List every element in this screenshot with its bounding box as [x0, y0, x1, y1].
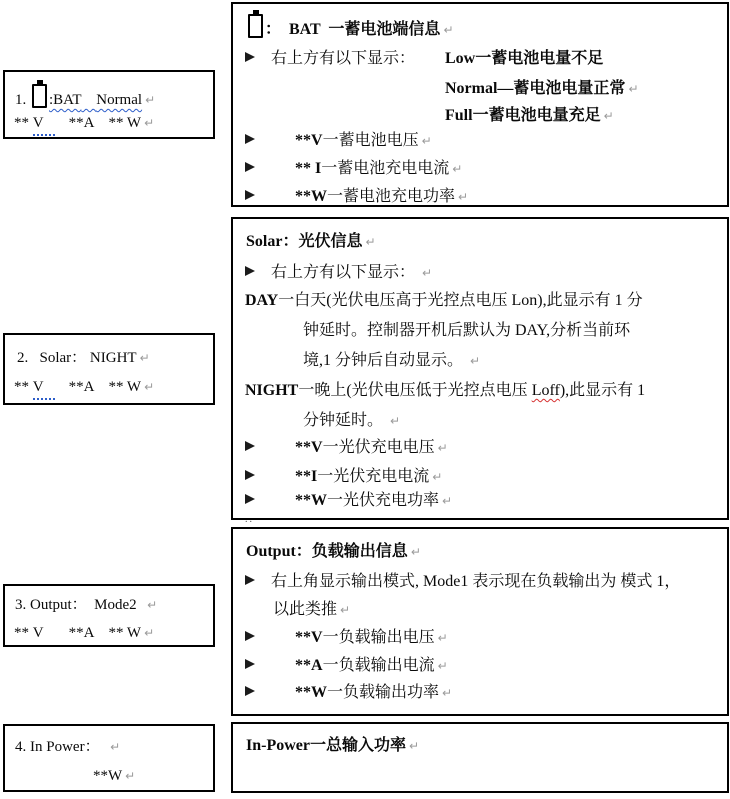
return-mark: ↵: [443, 23, 454, 37]
lcd-bat-line2: [14, 113, 154, 136]
output-title-text: Output：负载输出信息: [246, 543, 408, 560]
lcd-inpower-line2: [93, 766, 135, 787]
day-text3: 境,1 分钟后自动显示。: [303, 352, 464, 369]
bat-info-box: [231, 2, 729, 207]
output-mode-value: Mode2: [94, 597, 137, 613]
arrow-bullet-icon: [245, 266, 255, 276]
arrow-bullet-icon: [245, 631, 255, 641]
intro-text: 右上方有以下显示：: [271, 264, 416, 281]
solar-night-line2: [303, 410, 400, 432]
watt-value: ** W: [108, 625, 142, 641]
power-desc: 一光伏充电功率: [327, 492, 440, 509]
watt-value: ** W: [108, 115, 142, 131]
bat-voltage-item: [245, 130, 432, 152]
solar-day-line2: [303, 320, 630, 341]
bat-status-value: Normal: [96, 92, 143, 108]
day-text2: 钟延时。控制器开机后默认为 DAY,分析当前环: [303, 322, 631, 339]
amp-desc: 一负载输出电流: [322, 657, 435, 674]
battery-icon: [248, 14, 263, 38]
return-mark: ↵: [409, 739, 420, 753]
day-text1: 一白天(光伏电压高于光控点电压 Lon),此显示有 1 分: [278, 292, 643, 309]
return-mark: ↵: [437, 441, 448, 455]
arrow-bullet-icon: [245, 190, 255, 200]
return-mark: ↵: [628, 82, 639, 96]
return-mark: ↵: [458, 190, 469, 204]
return-mark: ↵: [125, 769, 136, 783]
lcd-output-line2: [14, 623, 154, 644]
lcd-example-bat-box: [3, 70, 215, 139]
watt-value: **W: [93, 768, 123, 784]
amp-value: **A: [68, 379, 95, 395]
lcd-example-solar-box: [3, 333, 215, 405]
volt-char: V: [33, 113, 55, 136]
night-text-post: ),此显示有 1: [559, 382, 646, 399]
volt-desc: 一光伏充电电压: [322, 439, 435, 456]
return-mark: ↵: [365, 235, 376, 249]
output-mode-line2: [273, 599, 350, 621]
lcd-output-line1: [15, 595, 157, 616]
volt-prefix: **: [14, 115, 33, 131]
solar-status-value: NIGHT: [89, 350, 137, 366]
full-text: Full一蓄电池电量充足: [445, 107, 601, 124]
arrow-bullet-icon: [245, 441, 255, 451]
current-desc: 一光伏充电电流: [317, 468, 430, 485]
inpower-label: In Power：: [30, 739, 100, 755]
arrow-bullet-icon: [245, 52, 255, 62]
bat-display-intro: [245, 48, 415, 69]
normal-text: Normal—蓄电池电量正常: [445, 80, 626, 97]
bat-current-item: [245, 158, 462, 180]
return-mark: ↵: [437, 631, 448, 645]
amp-key: **A: [295, 657, 323, 674]
volt-desc: 一蓄电池电压: [322, 132, 419, 149]
spellcheck-wavy-text: [49, 92, 142, 108]
arrow-bullet-icon: [245, 470, 255, 480]
lcd-bat-line1: [15, 84, 155, 111]
output-mode-line1: [245, 571, 680, 592]
watt-value: ** W: [108, 379, 142, 395]
power-desc: 一负载输出功率: [327, 684, 440, 701]
solar-night-line1: [245, 380, 645, 401]
output-label: Output：: [30, 597, 87, 613]
inpower-info-box: [231, 722, 729, 793]
return-mark: ↵: [432, 470, 443, 484]
solar-day-line1: [245, 290, 643, 311]
solar-display-intro: [245, 262, 432, 284]
amp-value: **A: [68, 115, 95, 131]
arrow-bullet-icon: [245, 494, 255, 504]
inpower-title-text: In-Power一总输入功率: [246, 737, 406, 754]
volt-char: V: [33, 377, 55, 400]
solar-voltage-item: [245, 437, 448, 459]
inpower-info-title: [246, 735, 419, 757]
item-number: 3.: [15, 597, 27, 613]
low-text: Low一蓄电池电量不足: [445, 50, 604, 67]
bat-title-text: ： BAT 一蓄电池端信息: [265, 21, 441, 38]
lcd-example-inpower-box: [3, 724, 215, 792]
spellcheck-red-text: Loff: [531, 382, 560, 399]
solar-power-item: [245, 490, 452, 512]
bat-normal-line: [445, 78, 639, 100]
item-number: 2.: [17, 350, 29, 366]
bat-low-line: [445, 48, 603, 69]
volt-prefix: **: [14, 625, 33, 641]
power-key: **W: [295, 684, 327, 701]
return-mark: ↵: [144, 380, 155, 394]
night-key: NIGHT: [245, 382, 299, 399]
volt-prefix: **: [14, 379, 33, 395]
return-mark: ↵: [442, 494, 453, 508]
return-mark: ↵: [437, 659, 448, 673]
lcd-solar-line2: [14, 377, 154, 400]
return-mark: ↵: [145, 93, 156, 107]
stray-dots-text: ..: [245, 514, 254, 525]
return-mark: ↵: [139, 351, 150, 365]
item-number: 1.: [15, 92, 27, 108]
item-number: 4.: [15, 739, 27, 755]
return-mark: ↵: [390, 414, 401, 428]
solar-info-box: [231, 217, 729, 525]
output-info-box: [231, 527, 729, 716]
return-mark: ↵: [147, 598, 158, 612]
lcd-solar-line1: [17, 348, 150, 369]
solar-title-text: Solar：光伏信息: [246, 233, 363, 250]
intro-text: 右上方有以下显示：: [271, 50, 416, 67]
return-mark: ↵: [144, 626, 155, 640]
lcd-example-output-box: [3, 584, 215, 647]
output-power-item: [245, 682, 452, 704]
solar-info-title: [246, 231, 376, 253]
power-desc: 一蓄电池充电功率: [327, 188, 456, 205]
volt-key: **V: [295, 132, 323, 149]
night-text-pre: 一晚上(光伏电压低于光控点电压: [298, 382, 532, 399]
current-desc: 一蓄电池充电电流: [321, 160, 450, 177]
amp-value: **A: [68, 625, 95, 641]
return-mark: ↵: [603, 109, 614, 123]
output-voltage-item: [245, 627, 448, 649]
return-mark: ↵: [144, 116, 155, 130]
return-mark: ↵: [452, 162, 463, 176]
arrow-bullet-icon: [245, 575, 255, 585]
night-text2: 分钟延时。: [303, 412, 384, 429]
volt-key: **V: [295, 629, 323, 646]
output-current-item: [245, 655, 448, 677]
current-key: **I: [295, 468, 318, 485]
mode-text1: 右上角显示输出模式, Mode1 表示现在负载输出为 模式 1，: [271, 573, 681, 590]
power-key: **W: [295, 188, 327, 205]
arrow-bullet-icon: [245, 686, 255, 696]
arrow-bullet-icon: [245, 134, 255, 144]
solar-current-item: [245, 466, 442, 488]
power-key: **W: [295, 492, 327, 509]
battery-icon: [32, 84, 47, 108]
output-info-title: [246, 541, 421, 563]
day-key: DAY: [245, 292, 279, 309]
bat-full-line: [445, 105, 614, 127]
bat-label: :BAT: [49, 92, 82, 108]
arrow-bullet-icon: [245, 162, 255, 172]
return-mark: ↵: [110, 740, 121, 754]
return-mark: ↵: [422, 266, 433, 280]
arrow-bullet-icon: [245, 659, 255, 669]
lcd-inpower-line1: [15, 737, 120, 758]
volt-char: V: [32, 625, 44, 641]
bat-info-title: [246, 14, 454, 41]
return-mark: ↵: [442, 686, 453, 700]
mode-text2: 以此类推: [273, 601, 338, 618]
solar-day-line3: [303, 350, 480, 372]
current-key: ** I: [295, 160, 322, 177]
return-mark: ↵: [410, 545, 421, 559]
bat-power-item: [245, 186, 468, 208]
volt-desc: 一负载输出电压: [322, 629, 435, 646]
return-mark: ↵: [340, 603, 351, 617]
solar-label: Solar：: [39, 350, 87, 366]
return-mark: ↵: [421, 134, 432, 148]
return-mark: ↵: [470, 354, 481, 368]
volt-key: **V: [295, 439, 323, 456]
